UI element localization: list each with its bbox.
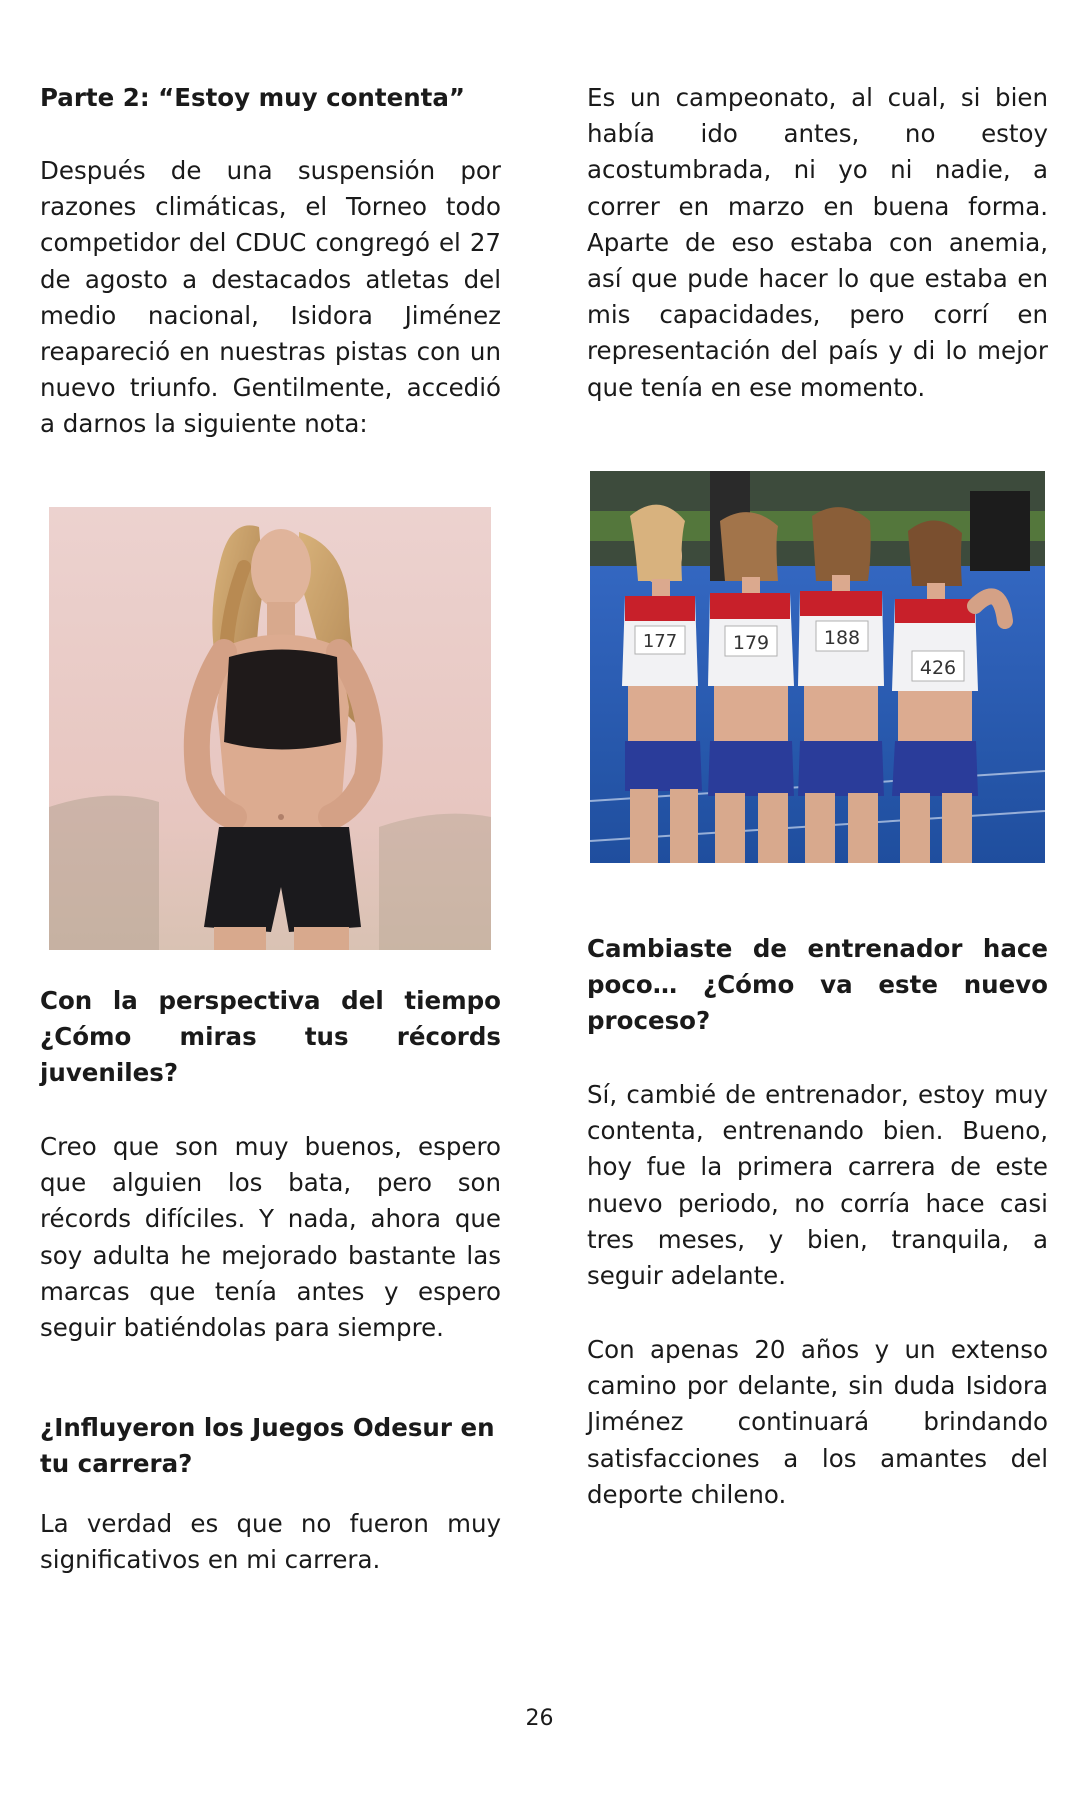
- bib-177: 177: [642, 631, 678, 652]
- question-odesur: ¿Influyeron los Juegos Odesur en tu carrera?: [40, 1413, 495, 1479]
- answer-records: Creo que son muy buenos, espero que alguien los bata, pero son récords difíciles. Y nada, ahora que soy adulta he mejorado bastante las marcas que tenía antes y espero seguir batiéndolas para siempre.: [40, 1132, 501, 1343]
- intro-paragraph: Después de una suspensión por razones climáticas, el Torneo todo competidor del CDUC congregó el 27 de agosto a destacados atletas del medio nacional, Isidora Jiménez reapareció en nuestras pistas con un nuevo triunfo. Gentilmente, accedió a darnos la siguiente nota:: [40, 156, 501, 439]
- bib-426: 426: [919, 657, 957, 679]
- relay-team-photo: [590, 471, 1045, 863]
- athlete-portrait-photo: [49, 507, 491, 950]
- bib-188: 188: [823, 627, 861, 649]
- section-title: Parte 2: “Estoy muy contenta”: [40, 83, 465, 112]
- question-records: Con la perspectiva del tiempo ¿Cómo miras tus récords juveniles?: [40, 986, 501, 1088]
- answer-odesur-continued: Es un campeonato, al cual, si bien había ido antes, no estoy acostumbrada, ni yo ni nadie, a correr en marzo en buena forma. Aparte de eso estaba con anemia, así que pude hacer lo que estaba en mis capacidades, pero corrí en representación del país y di lo mejor que tenía en ese momento.: [587, 83, 1048, 402]
- page-number: 26: [525, 1706, 554, 1731]
- bib-179: 179: [732, 632, 770, 654]
- closing-paragraph: Con apenas 20 años y un extenso camino por delante, sin duda Isidora Jiménez continuará brindando satisfacciones a los amantes del deporte chileno.: [587, 1335, 1048, 1509]
- question-coach: Cambiaste de entrenador hace poco… ¿Cómo va este nuevo proceso?: [587, 934, 1048, 1036]
- answer-coach: Sí, cambié de entrenador, estoy muy contenta, entrenando bien. Bueno, hoy fue la primera carrera de este nuevo periodo, no corría hace casi tres meses, y bien, tranquila, a seguir adelante.: [587, 1080, 1048, 1291]
- answer-odesur: La verdad es que no fueron muy significativos en mi carrera.: [40, 1509, 501, 1575]
